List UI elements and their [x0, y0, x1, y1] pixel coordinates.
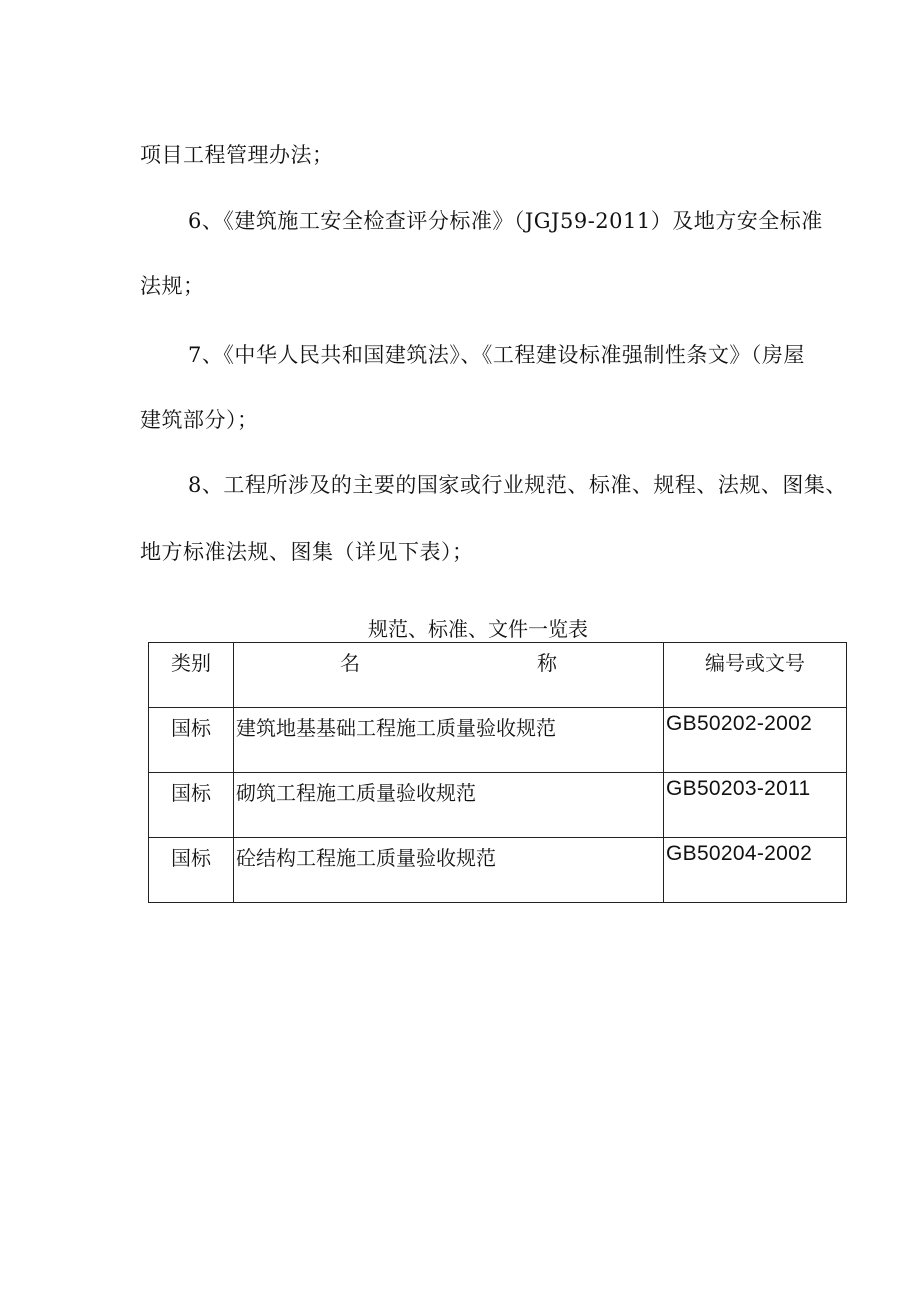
- row-name: 建筑地基基础工程施工质量验收规范: [234, 708, 664, 773]
- header-name: [234, 643, 664, 708]
- header-category: 类别: [149, 643, 234, 708]
- row-name: 砼结构工程施工质量验收规范: [234, 838, 664, 903]
- header-name-left: 名: [340, 651, 360, 675]
- row-code: GB50204-2002: [664, 838, 847, 903]
- paragraph-8-line-1: 8、工程所涉及的主要的国家或行业规范、标准、规程、法规、图集、: [188, 473, 847, 497]
- row-code: GB50202-2002: [664, 708, 847, 773]
- header-code: 编号或文号: [664, 643, 847, 708]
- standards-table: [148, 642, 847, 903]
- table-row: [149, 773, 847, 838]
- table-title: 规范、标准、文件一览表: [368, 617, 588, 641]
- table-row: [149, 838, 847, 903]
- paragraph-6-line-1: 6、《建筑施工安全检查评分标准》（JGJ59-2011）及地方安全标准: [188, 209, 823, 233]
- table-header-row: [149, 643, 847, 708]
- paragraph-7-line-2: 建筑部分）；: [140, 408, 259, 432]
- paragraph-5-tail: 项目工程管理办法；: [140, 143, 334, 167]
- paragraph-6-line-2: 法规；: [140, 274, 205, 298]
- row-category: 国标: [149, 773, 234, 838]
- paragraph-7-line-1: 7、《中华人民共和国建筑法》、《工程建设标准强制性条文》（房屋: [188, 343, 805, 367]
- table-row: [149, 708, 847, 773]
- row-code: GB50203-2011: [664, 773, 847, 838]
- paragraph-8-line-2: 地方标准法规、图集（详见下表）；: [140, 540, 474, 564]
- header-name-right: 称: [537, 651, 557, 675]
- row-name: 砌筑工程施工质量验收规范: [234, 773, 664, 838]
- row-category: 国标: [149, 708, 234, 773]
- row-category: 国标: [149, 838, 234, 903]
